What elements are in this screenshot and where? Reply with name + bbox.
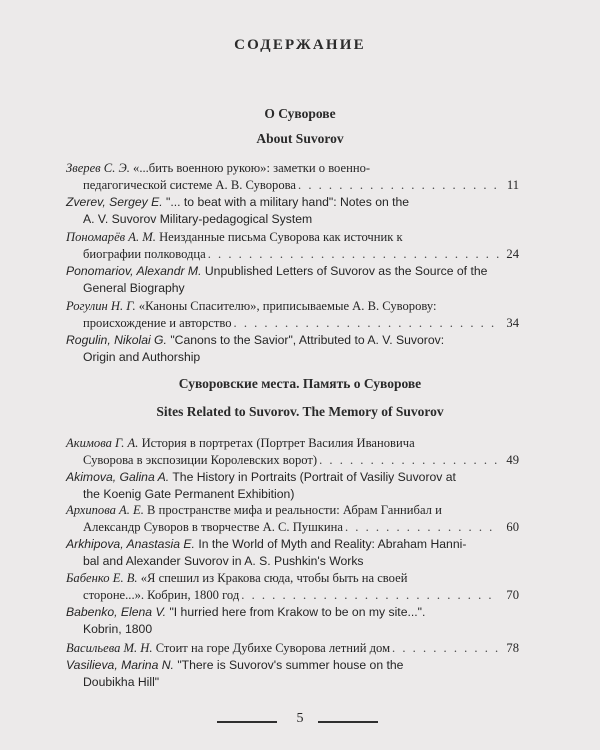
toc-entry[interactable] [66, 160, 519, 228]
entry-title-ru-cont: педагогической системе А. В. Суворова [83, 178, 297, 192]
entry-title-ru: «Каноны Спасителю», приписываемые А. В. Суворову: [138, 299, 437, 313]
entry-author-ru: Зверев С. Э. [66, 161, 130, 175]
entry-title-ru-cont: происхождение и авторство [83, 316, 232, 330]
leader-dots [234, 315, 499, 332]
entry-title-ru: «...бить военною рукою»: заметки о военно- [133, 161, 371, 175]
entry-title-en: "... to beat with a military hand": Notes on the [166, 195, 410, 209]
page-title: СОДЕРЖАНИЕ [234, 37, 366, 53]
entry-title-en: "There is Suvorov's summer house on the [177, 658, 404, 672]
leader-dots [298, 177, 499, 194]
entry-title-en-cont: General Biography [83, 281, 185, 295]
entry-author-ru: Бабенко Е. В. [66, 571, 138, 585]
entry-title-ru: История в портретах (Портрет Василия Ивановича [141, 436, 415, 450]
entry-author-ru: Рогулин Н. Г. [66, 299, 136, 313]
entry-author-en: Ponomariov, Alexandr M. [66, 264, 202, 278]
toc-entry[interactable] [66, 640, 519, 691]
footer-rule-right [318, 721, 378, 723]
leader-dots [241, 587, 499, 604]
entry-title-en-cont: Kobrin, 1800 [83, 622, 153, 636]
entry-page-number: 70 [506, 588, 519, 602]
entry-title-ru: В пространстве мифа и реальности: Абрам Ганнибал и [147, 503, 442, 517]
entry-title-en: Unpublished Letters of Suvorov as the Source of the [204, 264, 488, 278]
entry-author-en: Rogulin, Nikolai G. [66, 333, 167, 347]
entry-page-number: 24 [506, 247, 519, 261]
toc-entry[interactable] [66, 502, 519, 570]
section-heading-ru: Суворовские места. Память о Суворове [178, 376, 422, 391]
entry-title-ru: Неизданные письма Суворова как источник к [159, 230, 403, 244]
entry-title-ru-cont: стороне...». Кобрин, 1800 год [83, 588, 240, 602]
entry-title-en-cont: Origin and Authorship [83, 350, 201, 364]
entry-title-en: In the World of Myth and Reality: Abraham Hanni- [198, 537, 467, 551]
entry-author-en: Zverev, Sergey E. [66, 195, 163, 209]
section-heading-en: Sites Related to Suvorov. The Memory of Suvorov [156, 404, 444, 419]
entry-author-en: Arkhipova, Anastasia E. [66, 537, 195, 551]
entry-title-en: "Canons to the Savior", Attributed to A. V. Suvorov: [170, 333, 445, 347]
entry-page-number: 11 [506, 178, 519, 192]
toc-entry[interactable] [66, 229, 519, 297]
entry-title-ru-cont: Суворова в экспозиции Королевских ворот) [83, 453, 318, 467]
entry-title-ru-cont: Александр Суворов в творчестве А. С. Пушкина [83, 520, 343, 534]
toc-entry[interactable] [66, 570, 519, 638]
entry-author-ru: Васильева М. Н. [66, 641, 153, 655]
entry-title-en: "I hurried here from Krakow to be on my site...". [169, 605, 426, 619]
entry-title-en-cont: Doubikha Hill" [83, 675, 160, 689]
entry-author-en: Vasilieva, Marina N. [66, 658, 174, 672]
entry-author-en: Babenko, Elena V. [66, 605, 167, 619]
entry-title-en-cont: bal and Alexander Suvorov in A. S. Pushkin's Works [83, 554, 364, 568]
entry-title-ru-cont: биографии полководца [83, 247, 206, 261]
entry-page-number: 49 [506, 453, 519, 467]
entry-page-number: 78 [506, 641, 519, 655]
entry-title-en: The History in Portraits (Portrait of Vasiliy Suvorov at [172, 470, 456, 484]
page-number: 5 [296, 711, 304, 726]
entry-title-ru: «Я спешил из Кракова сюда, чтобы быть на своей [140, 571, 408, 585]
leader-dots [345, 519, 499, 536]
entry-page-number: 34 [506, 316, 519, 330]
toc-entry[interactable] [66, 298, 519, 366]
toc-entry[interactable] [66, 435, 519, 503]
section-heading-en: About Suvorov [256, 131, 344, 146]
entry-title-ru: Стоит на горе Дубихе Суворова летний дом [155, 641, 391, 655]
entry-author-ru: Акимова Г. А. [66, 436, 139, 450]
leader-dots [319, 452, 499, 469]
entry-author-ru: Архипова А. Е. [66, 503, 144, 517]
leader-dots [208, 246, 499, 263]
entry-title-en-cont: the Koenig Gate Permanent Exhibition) [83, 487, 295, 501]
entry-page-number: 60 [506, 520, 519, 534]
section-heading-ru: О Суворове [264, 106, 336, 121]
entry-title-en-cont: A. V. Suvorov Military-pedagogical System [83, 212, 313, 226]
leader-dots [392, 640, 499, 657]
entry-author-en: Akimova, Galina A. [66, 470, 170, 484]
entry-author-ru: Пономарёв А. М. [66, 230, 156, 244]
